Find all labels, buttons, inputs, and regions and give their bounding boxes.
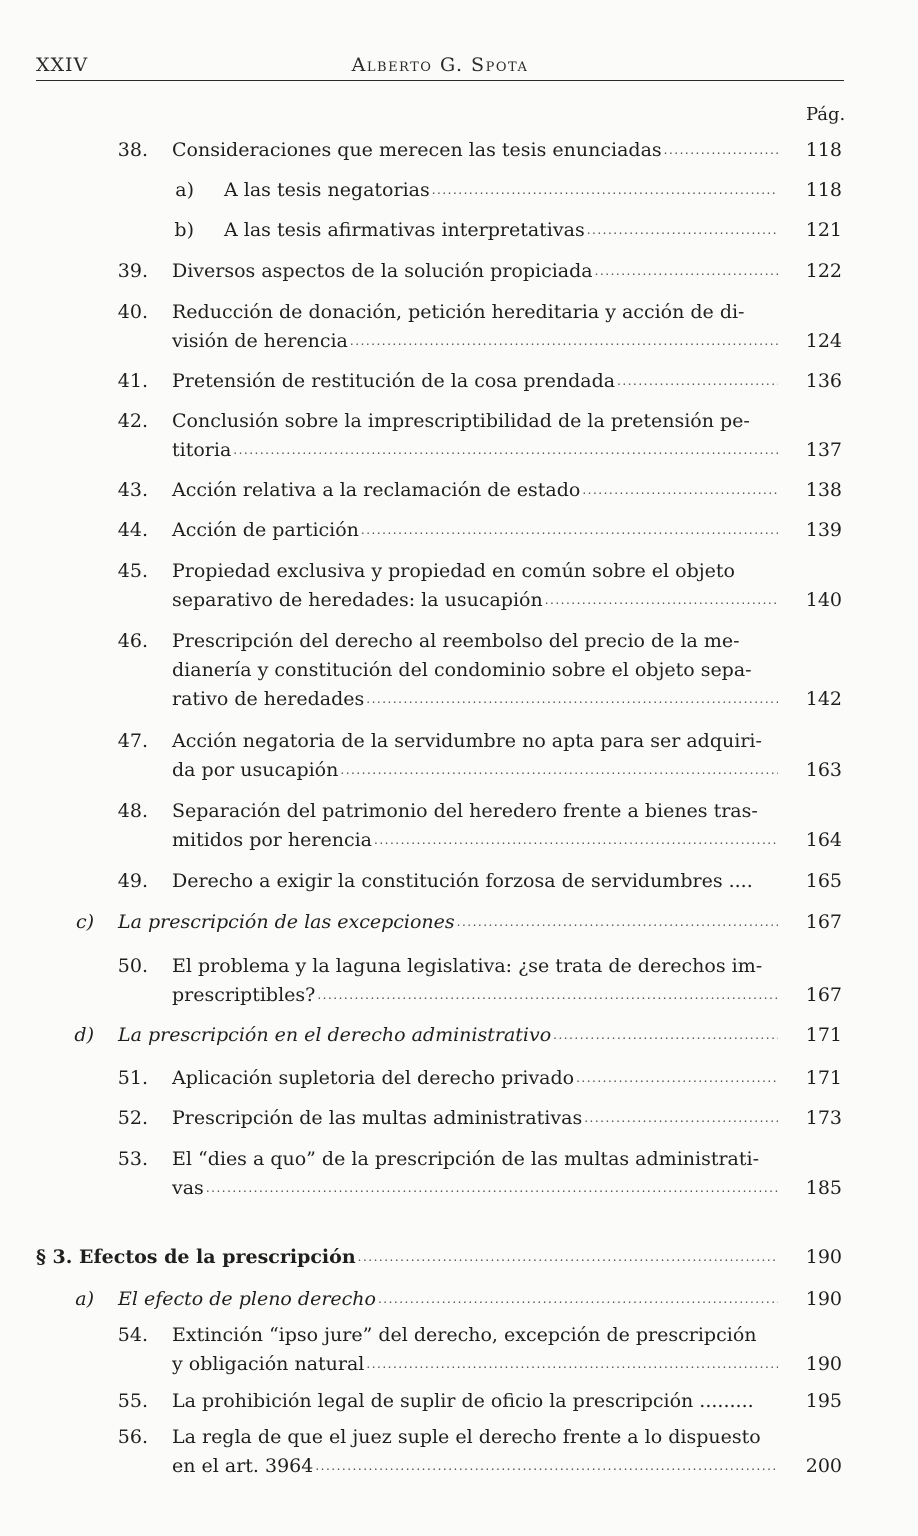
entry-number: 54. [117,1324,148,1346]
entry-page: 190 [805,1246,842,1268]
entry-page: 163 [805,759,842,781]
entry-number: 38. [117,139,148,161]
section-title: El efecto de pleno derecho [118,1288,376,1310]
entry-page: 200 [805,1455,842,1477]
entry-page: 195 [805,1390,842,1412]
entry-title: A las tesis negatorias [224,179,430,201]
entry-number: 44. [117,519,148,541]
entry-title-line-1: La regla de que el juez suple el derecho frente a lo dispuesto [172,1426,761,1448]
entry-number: 40. [117,301,148,323]
entry-title-line-1: El problema y la laguna legislativa: ¿se trata de derechos im- [172,955,763,977]
entry-page: 167 [805,984,842,1006]
section-title: La prescripción de las excepciones [118,911,455,933]
entry-title-line-2: separativo de heredades: la usucapión [172,589,543,611]
entry-title-line-1: Reducción de donación, petición hereditaria y acción de di- [172,301,745,323]
entry-number: 42. [117,410,148,432]
entry-title-line-2: vas [172,1177,204,1199]
entry-number: 53. [117,1148,148,1170]
entry-title-line-1: El “dies a quo” de la prescripción de las multas administrati- [172,1148,760,1170]
entry-number: 56. [117,1426,148,1448]
entry-title: Aplicación supletoria del derecho privado [172,1067,575,1089]
entry-number: 46. [117,630,148,652]
entry-page: 136 [805,370,842,392]
entry-page: 164 [805,829,842,851]
entry-page: 121 [805,219,842,241]
entry-number: 39. [117,260,148,282]
running-title-author: Alberto G. Spota [351,54,529,76]
entry-page: 171 [805,1067,842,1089]
entry-number: 48. [117,800,148,822]
entry-number: 47. [117,730,148,752]
entry-page: 171 [805,1024,842,1046]
entry-number: 45. [117,560,148,582]
section-title: La prescripción en el derecho administrativo [118,1024,552,1046]
entry-number: 55. [117,1390,148,1412]
entry-title-line-1: Conclusión sobre la imprescriptibilidad de la pretensión pe- [172,410,750,432]
entry-title: Acción de partición [172,519,359,541]
entry-title-line-1: Prescripción del derecho al reembolso del precio de la me- [172,630,740,652]
page-column-label: Pág. [806,104,846,125]
entry-page: 190 [805,1353,842,1375]
entry-title: Derecho a exigir la constitución forzosa de servidumbres .... [172,870,753,892]
entry-page: 122 [805,260,842,282]
entry-title: Pretensión de restitución de la cosa prendada [172,370,616,392]
entry-page: 124 [805,330,842,352]
section-letter: a) [75,1288,94,1310]
entry-title-line-1: Propiedad exclusiva y propiedad en común sobre el objeto [172,560,735,582]
entry-page: 137 [805,439,842,461]
entry-title-line-2: da por usucapión [172,759,339,781]
entry-page: 118 [805,139,842,161]
running-header [36,54,844,81]
entry-page: 190 [805,1288,842,1310]
entry-page: 140 [805,589,842,611]
section-letter: c) [75,911,94,933]
entry-title-line-2: en el art. 3964 [172,1455,314,1477]
entry-page: 142 [805,688,842,710]
entry-page: 173 [805,1107,842,1129]
entry-number: 43. [117,479,148,501]
entry-page: 118 [805,179,842,201]
entry-title: Diversos aspectos de la solución propiciada [172,260,593,282]
entry-title-line-1: Separación del patrimonio del heredero frente a bienes tras- [172,800,758,822]
entry-page: 167 [805,911,842,933]
entry-title-line-2: visión de herencia [172,330,348,352]
entry-title: Acción relativa a la reclamación de estado [172,479,581,501]
entry-title-line-1: Extinción “ipso jure” del derecho, excepción de prescripción [172,1324,757,1346]
section-letter: d) [74,1024,94,1046]
entry-title: A las tesis afirmativas interpretativas [224,219,585,241]
entry-number: 51. [117,1067,148,1089]
entry-title-line-2: titoria [172,439,232,461]
entry-number: 41. [117,370,148,392]
entry-number: 49. [117,870,148,892]
entry-title: La prohibición legal de suplir de oficio la prescripción ......... [172,1390,754,1412]
entry-title-line-2: y obligación natural [172,1353,365,1375]
entry-title-line-2: dianería y constitución del condominio sobre el objeto sepa- [172,659,752,681]
entry-title: Prescripción de las multas administrativas [172,1107,583,1129]
entry-title-line-2: mitidos por herencia [172,829,373,851]
entry-letter: a) [175,179,194,201]
entry-title-line-3: rativo de heredades [172,688,365,710]
entry-page: 165 [805,870,842,892]
entry-page: 138 [805,479,842,501]
entry-title: Consideraciones que merecen las tesis enunciadas [172,139,662,161]
entry-page: 185 [805,1177,842,1199]
entry-page: 139 [805,519,842,541]
entry-title-line-1: Acción negatoria de la servidumbre no apta para ser adquiri- [172,730,762,752]
entry-number: 52. [117,1107,148,1129]
entry-letter: b) [174,219,194,241]
entry-title-line-2: prescriptibles? [172,984,316,1006]
chapter-section-title: § 3. Efectos de la prescripción [36,1246,356,1268]
entry-number: 50. [117,955,148,977]
page-number: XXIV [36,54,89,76]
